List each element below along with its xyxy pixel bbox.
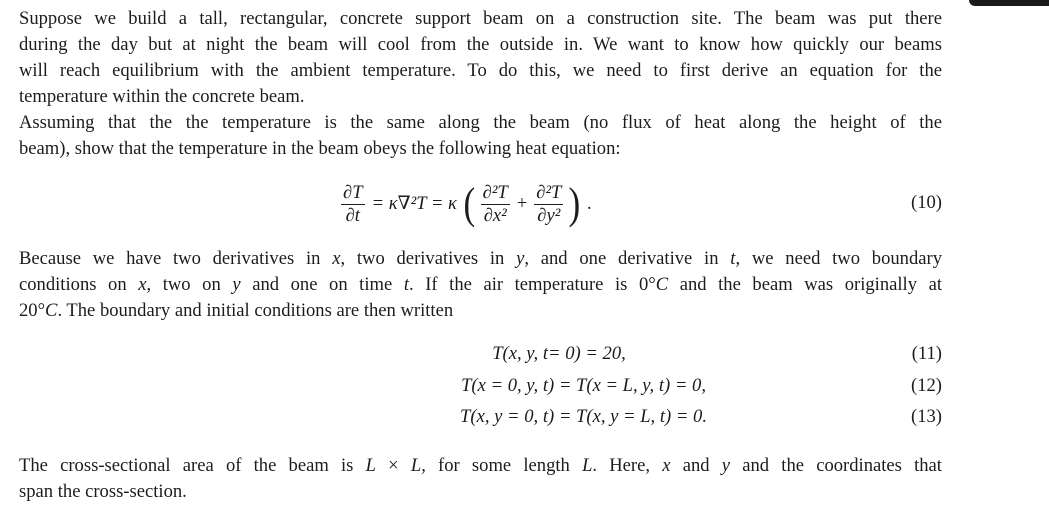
math-var: x xyxy=(332,248,341,269)
text-line xyxy=(19,272,942,298)
equation-middle: = κ∇²T = κ xyxy=(371,193,457,214)
text-run: , two derivatives in xyxy=(340,248,505,269)
plus-sign: + xyxy=(516,193,528,214)
text-line: Suppose we build a tall, rectangular, concrete support beam on a construction site. The beam was put there xyxy=(19,8,942,29)
text-line: during the day but at night the beam will cool from the outside in. We want to know how quickly our beams xyxy=(19,34,942,55)
math-var: x xyxy=(662,455,671,476)
equation-rhs: ) = T(x = L, y, t) = 0, xyxy=(548,375,706,396)
text-line: will reach equilibrium with the ambient temperature. To do this, we need to first derive an equation for the xyxy=(19,60,942,81)
text-run: , and one derivative in xyxy=(524,248,719,269)
math-var: t xyxy=(403,274,409,295)
math-var: L xyxy=(410,455,422,476)
text-line: beam), show that the temperature in the beam obeys the following heat equation: xyxy=(19,138,621,159)
text-line xyxy=(19,453,942,479)
equation-lhs: T(x, y = 0, t xyxy=(460,406,548,427)
text-run: 20° xyxy=(19,300,46,321)
math-var: y xyxy=(232,274,241,295)
text-run: × xyxy=(388,455,399,476)
text-line xyxy=(19,298,942,324)
paragraph-assumption xyxy=(19,110,942,162)
equation-number: (10) xyxy=(911,192,942,213)
text-line: span the cross-section. xyxy=(19,481,187,502)
math-var: L xyxy=(365,455,376,476)
paragraph-cross-section xyxy=(19,453,942,505)
paragraph-intro xyxy=(19,6,942,110)
heat-equation-body xyxy=(338,174,592,234)
window-edge-bar xyxy=(969,0,1049,6)
equation-number: (13) xyxy=(911,406,942,427)
equation-lhs: T(x = 0, y, t xyxy=(461,375,548,396)
heat-equation xyxy=(0,174,1049,234)
equation-rhs: ) = T(x, y = L, t) = 0. xyxy=(548,406,708,427)
math-var: y xyxy=(721,455,731,476)
fraction-numerator: ∂²T xyxy=(482,181,508,203)
math-var: L xyxy=(582,455,593,476)
text-run: , we need two boundary xyxy=(735,248,943,269)
text-line: Assuming that the the temperature is the same along the beam (no flux of heat along the height of the xyxy=(19,112,942,133)
text-run: . Here, xyxy=(592,455,651,476)
right-paren: ) xyxy=(568,179,581,228)
math-var: y xyxy=(516,248,525,269)
equation-number: (12) xyxy=(911,375,942,396)
math-var: C xyxy=(655,274,669,295)
text-run: Because we have two derivatives in xyxy=(19,248,321,269)
fraction-denominator: ∂y² xyxy=(537,204,561,226)
equation-boundary-y xyxy=(0,406,1049,432)
fraction-denominator: ∂x² xyxy=(483,204,507,226)
equation-initial-condition xyxy=(0,343,1049,369)
math-var: x xyxy=(138,274,147,295)
text-run: . The boundary and initial conditions are then written xyxy=(57,300,454,321)
fraction-numerator: ∂T xyxy=(343,181,363,203)
text-run: , two on xyxy=(146,274,221,295)
text-line: temperature within the concrete beam. xyxy=(19,86,305,107)
math-var: C xyxy=(45,300,58,321)
fraction-denominator: ∂t xyxy=(345,204,360,226)
text-run: The cross-sectional area of the beam is xyxy=(19,455,354,476)
text-run: conditions on xyxy=(19,274,127,295)
text-run: . If the air temperature is 0° xyxy=(409,274,656,295)
equation-period: . xyxy=(587,193,592,214)
equation-boundary-x xyxy=(0,375,1049,401)
left-paren: ( xyxy=(463,179,476,228)
fraction-dT-dt xyxy=(341,182,365,227)
equation-rhs: = 0) = 20, xyxy=(548,343,626,364)
fraction-numerator: ∂²T xyxy=(536,181,562,203)
fraction-d2T-dy2 xyxy=(534,182,563,227)
text-line xyxy=(19,246,942,272)
equation-lhs: T(x, y, t xyxy=(492,343,548,364)
text-run: and the coordinates that xyxy=(742,455,942,476)
fraction-d2T-dx2 xyxy=(481,182,510,227)
math-var: t xyxy=(730,248,736,269)
text-run: , for some length xyxy=(421,455,570,476)
equation-number: (11) xyxy=(911,343,942,364)
text-run: and xyxy=(682,455,710,476)
paragraph-boundary-conditions xyxy=(19,246,942,324)
text-run: and one on time xyxy=(252,274,393,295)
text-run: and the beam was originally at xyxy=(679,274,943,295)
